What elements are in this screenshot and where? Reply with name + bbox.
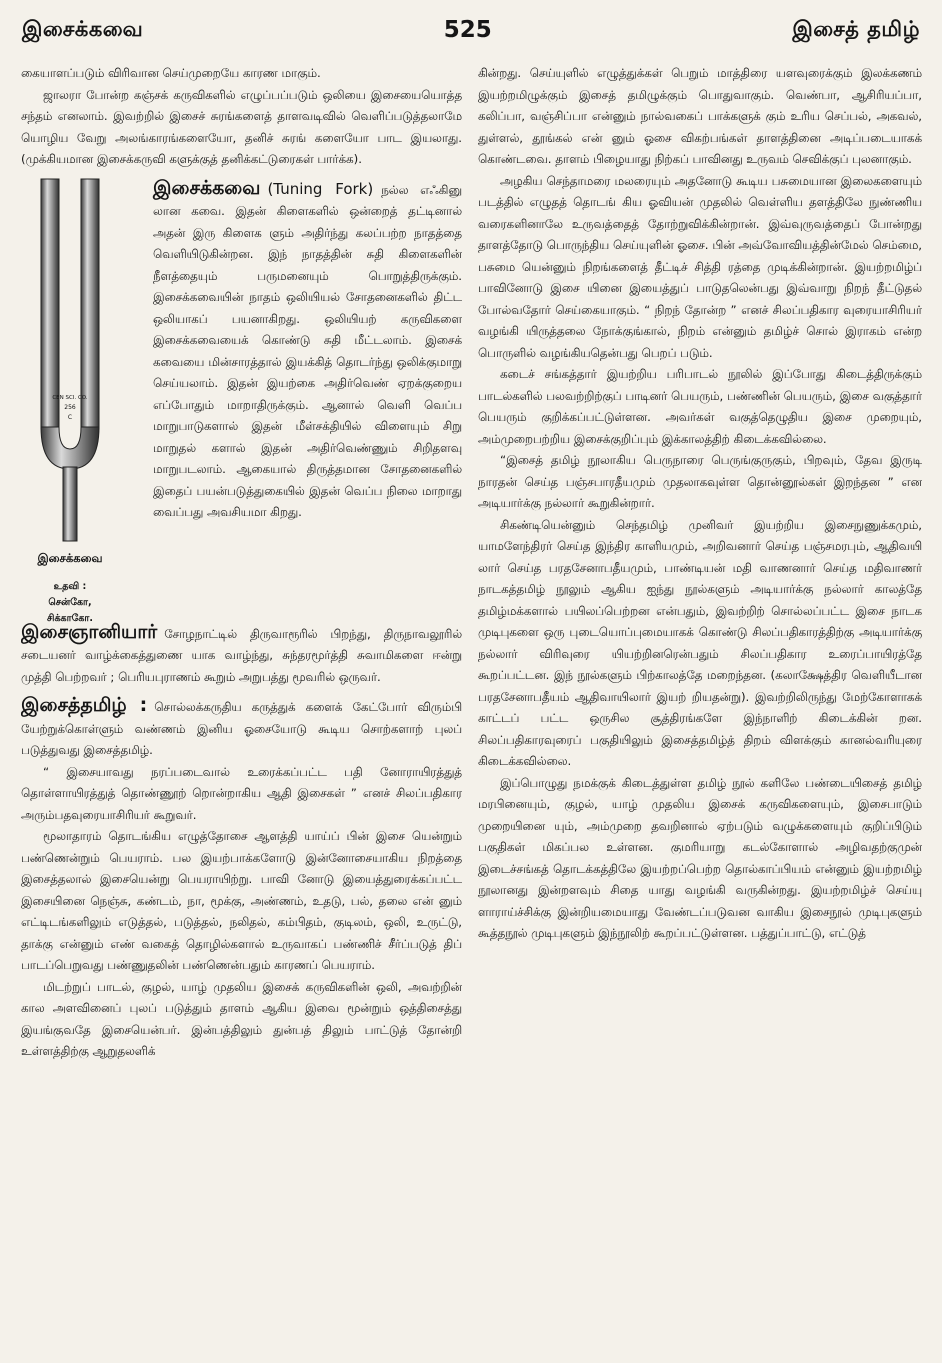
entry-headword: இசைத்தமிழ் : [21, 694, 148, 716]
running-head-left: இசைக்கவை [22, 16, 144, 41]
figure-caption: இசைக்கவை [37, 550, 103, 565]
entry-body: நல்ல எஃகினு லான கவை. இதன் கிளைகளில் ஒன்றைத் தட்டினால் அதன் இரு கிளைக ளும் அதிர்ந்து கலப்பற்ற நாதத்தை வெளியிடுகின்றன. இந் நாதத்தின் சுதி கிளைகளின் நீளத்தையும் பருமனையும் பொறுத்திருக்கும். இசைக்கவையின் நாதம் ஒலியியல் சோதனைகளில் திட்ட ஒலியாகப் பயனாகிறது. ஒலியியற் கருவிகளை இசைக்கவையைக் கொண்டு சுதி மீட்டலாம். இசைக் கவையை மின்சாரத்தால் இயக்கித் தொடர்ந்து ஒலிக்குமாறு செய்யலாம். இதன் இயற்கை அதிர்வெண் ஏறக்குறைய எப்போதும் மாறாதிருக்கும். ஆனால் வெளி வெப்ப மாறுபாடுகளால் இதன் மீள்சக்தியில் விளையும் சிறு மாறுதல் களால் இதன் அதிர்வெண்ணும் சிறிதளவு மாறுபடலாம். ஆகையால் திருத்தமான சோதனைகளில் இதைப் பயன்படுத்துகையில் இதன் வெப்ப நிலை மாறாது வைப்பது அவசியமா கிறது. [153, 182, 462, 519]
entry-body: சொல்லக்கருதிய கருத்துக் களைக் கேட்போர் விரும்பி யேற்றுக்கொள்ளும் வண்ணம் இனிய ஓசையோடு கூடிய சொற்களாற் புலப் படுத்துவது இசைத்தமிழ். [21, 700, 462, 757]
entry-isaithamizh [21, 692, 462, 1063]
paragraph: அழகிய செந்தாமரை மலரையும் அதனோடு கூடிய பசுமையான இலைகளையும் படத்தில் எழுதத் தொடங் கிய ஓவியன் முதலில் வெள்ளிய தளத்திலே நுண்ணிய வரைகளினாலே உருவத்தைத் தோற்றுவிக்கின்றான். இவ்வுருவத்தைப் போன்றது தாளத்தோடு பொருந்திய செய்யுளின் ஓசை. பின் அவ்வோவியத்தின்மேல் செம்மை, பசுமை யென்னும் நிறங்களைத் தீட்டிச் சித்தி ரத்தை முடிக்கின்றான். இயற்றமிழ்ப் பாவினோடு இசை யினை இயைத்துப் பாடுதலென்பது இவ்வாறு நிறந் தீட்டுதல் போல்வதோர் செய்கையாகும். “ நிறந் தோன்ற ” எனச் சிலப்பதிகார வுரையாசிரியர் வழங்கி யிருத்தலை நோக்குங்கால், நிறம் என்னும் தமிழ்ச் சொல் இராகம் என்ற பொருளில் வழங்கியதென்பது பெறப் படும். [478, 173, 922, 360]
entry-isaignaniyar [21, 619, 462, 689]
entry-tuning-fork [21, 175, 462, 624]
entry-body: சோழநாட்டில் திருவாரூரில் பிறந்து, திருநாவலூரில் சடையனர் வாழ்க்கைத்துணை யாக வாழ்ந்து, சுந்தரமூர்த்தி சுவாமிகளை ஈன்று முத்தி பெற்றவர் ; பெரியபுராணம் கூறும் அறுபத்து மூவரில் ஒருவர். [21, 626, 462, 684]
figure-credit-line: சென்கோ, [48, 596, 92, 608]
paragraph: கையாளப்படும் விரிவான செய்முறையே காரண மாகும். [21, 66, 321, 80]
paragraph: சிகண்டியென்னும் செந்தமிழ் முனிவர் இயற்றிய இசைநுணுக்கமும், யாமளேந்திரர் செய்த இந்திர காளியமும், அறிவனார் செய்த பஞ்சமரபும், ஆதிவயி லார் செய்த பரதசேனாபதீயமும், பாண்டியன் மதி வாணனார் செய்த மதிவாணர் நாடகத்தமிழ் நூலும் ஆகிய ஐந்து நூல்களும் அடியார்க்கு நல்லார் காலத்தே தமிழ்மக்களால் பயிலப்பெற்றன என்பதும், இவற்றிற் சொல்லப்பட்ட இசை நாடக முடிபுகளை ஒரு புடையொப்புமையாகக் கொண்டு சிலப்பதிகாரத்திற்கு அடியார்க்கு நல்லார் விரிவுரை யியற்றினரென்பதும் சிலப்பதிகார உரைப்பாயிரத்தே கூறப்பட்டன. இந் நூல்களும் பிற்காலத்தே மறைந்தன. (கலாக்ஷேத்திர வெளியீடான பரதசேனாபதீயம் ஆதிவாயிலார் இயற் றியதன்று). இவற்றிலிருந்து மேற்கோளாகக் காட்டப் பட்ட ஒருசில சூத்திரங்களே இந்நாளிற் கிடைக்கின் றன. சிலப்பதிகாரவுரைப் பகுதியிலும் இசைத்தமிழ்த் திறம் விளக்கும் கானல்வரியுரை கிடைக்கவில்லை. [478, 517, 922, 768]
left-column [21, 63, 462, 1363]
paragraph: கின்றது. செய்யுளில் எழுத்துக்கள் பெறும் மாத்திரை யளவுரைக்கும் இலக்கணம் இயற்றமிழுக்கும் இசைத் தமிழுக்கும் பொதுவாகும். வெண்பா, ஆசிரியப்பா, கலிப்பா, வஞ்சிப்பா என்னும் நால்வகைப் பாக்களுக் கும் உரிய செப்பல், அகவல், துள்ளல், தூங்கல் என் னும் ஓசை விகற்பங்கள் தாளத்தினை அடிப்படையாகக் கொண்டவை. தாளம் பிழையாது நிற்கப் பாவினது உருவம் செவிக்குப் புலனாகும். [478, 66, 922, 166]
paragraph: கடைச் சங்கத்தார் இயற்றிய பரிபாடல் நூலில் இப்போது கிடைத்திருக்கும் பாடல்களில் பலவற்றிற்குப் பாடினர் பெயரும், பண்ணின் பெயரும், இசை வகுத்தார் பெயரும் குறிக்கப்பட்டுள்ளன. அவர்கள் வகுத்தெழுதிய இசை முறையும், அம்முறைபற்றிய இசைக்குறிப்பும் இக்காலத்திற் கிடைக்கவில்லை. [478, 367, 922, 446]
paragraph: மிடற்றுப் பாடல், குழல், யாழ் முதலிய இசைக் கருவிகளின் ஒலி, அவற்றின் கால அளவினைப் புலப் படுத்தும் தாளம் ஆகிய இவை மூன்றும் ஒத்திசைத்து இயங்குவதே இசையென்பர். இன்பத்திலும் துன்பத் திலும் பாட்டுத் தோன்றி உள்ளத்திற்கு ஆறுதலளிக் [21, 979, 462, 1058]
entry-headword: இசைக்கவை [153, 176, 261, 199]
paragraph: ஜாலரா போன்ற கஞ்சக் கருவிகளில் எழுப்பப்படும் ஒலியை இசையையொத்த சந்தம் எனலாம். இவற்றில் இசைச் சுரங்களைத் தாளவடிவில் வெளிப்படுத்தலாமே யொழிய வேறு அலங்காரங்களையோ, தனிச் சுரங் களையோ பாட இயலாது. (முக்கியமான இசைக்கருவி களுக்குத் தனிக்கட்டுரைகள் பார்க்க). [21, 87, 462, 166]
fork-stamp-line-2: 256 [64, 403, 76, 411]
paragraph: இப்பொழுது நமக்குக் கிடைத்துள்ள தமிழ் நூல் களிலே பண்டையிசைத் தமிழ் மரபினையும், குழல், யாழ் முதலிய இசைக் கருவிகளையும், இசைபாடும் முறையினை யும், அம்முறை தவறினால் ஏற்படும் வழுக்களையும் குறிப்பிடும் பகுதிகள் மிகப்பல உள்ளன. குமரியாறு கடல்கோளால் அழிவதற்குமுன் இடைச்சங்கத் தொடக்கத்திலே இயற்றப்பெற்ற தொல்காப்பியம் என்னும் இயற்றமிழ் நூலானது இன்றளவும் சிதை யாது வழங்கி வருகின்றது. இயற்றமிழ்ச் செய்யு ளாராய்ச்சிக்கு இன்றியமையாது வேண்டப்படுவன வாகிய இசைநூல் முடிபுகளும் கூத்தநூல் முடிபுகளும் இந்நூலிற் கூறப்பட்டுள்ளன. பத்துப்பாட்டு, எட்டுத் [478, 775, 922, 940]
entry-headword-english: (Tuning Fork) [267, 179, 374, 198]
running-head-right: இசைத் தமிழ் [792, 16, 920, 41]
fork-stamp-line-3: C [67, 413, 73, 421]
quotation: “இசைத் தமிழ் நூலாகிய பெருநாரை பெருங்குருகும், பிறவும், தேவ இருடி நாரதன் செய்த பஞ்சபாரதீயமும் முதலாகவுள்ள தொன்னூல்கள் இறந்தன ” என அடியார்க்கு நல்லார் கூறுகின்றார். [478, 453, 922, 510]
paragraph: மூலாதாரம் தொடங்கிய எழுத்தோசை ஆளத்தி யாய்ப் பின் இசை யென்றும் பண்ணென்றும் பெயராம். பல இயற்பாக்களோடு இன்னோசையாகிய நிறத்தை இசைத்தலால் இசையென்று பெயராயிற்று. பாவி னோடு இயைத்துரைக்கப்பட்ட இசையினை நெஞ்சு, கண்டம், நா, மூக்கு, அண்ணம், உதடு, பல், தலை என் னும் எட்டிடங்களிலும் எடுத்தல், படுத்தல், நலிதல், கம்பிதம், குடிலம், ஒலி, உருட்டு, தாக்கு என்னும் எண் வகைத் தொழில்களால் உருவாகப் பண்ணிச் சீர்ப்படுத் திப் பாடப்பெறுவது பண்ணுதலின் பண்ணென்பதும் காரணப் பெயராம். [21, 829, 462, 972]
figure-credit-line: உதவி : [53, 580, 87, 592]
entry-headword: இசைஞானியார் [21, 620, 158, 643]
right-column [478, 63, 922, 1363]
fork-stamp-line-1: CEN SCI. CO. [52, 394, 88, 401]
tuning-fork-illustration [21, 177, 131, 547]
page-header [22, 12, 920, 48]
tuning-fork-figure [21, 177, 147, 624]
quotation: “ இசையாவது நரப்படைவால் உரைக்கப்பட்ட பதி னோராயிரத்துத் தொள்ளாயிரத்துத் தொண்ணூற் றொன்றாகிய ஆதி இசைகள் ” எனச் சிலப்பதிகார அரும்பதவுரையாசிரியர் கூறுவர். [21, 764, 462, 822]
figure-credit [21, 579, 119, 627]
figure-credit-line: சிக்காகோ. [47, 612, 93, 624]
page-number: 525 [443, 17, 492, 43]
